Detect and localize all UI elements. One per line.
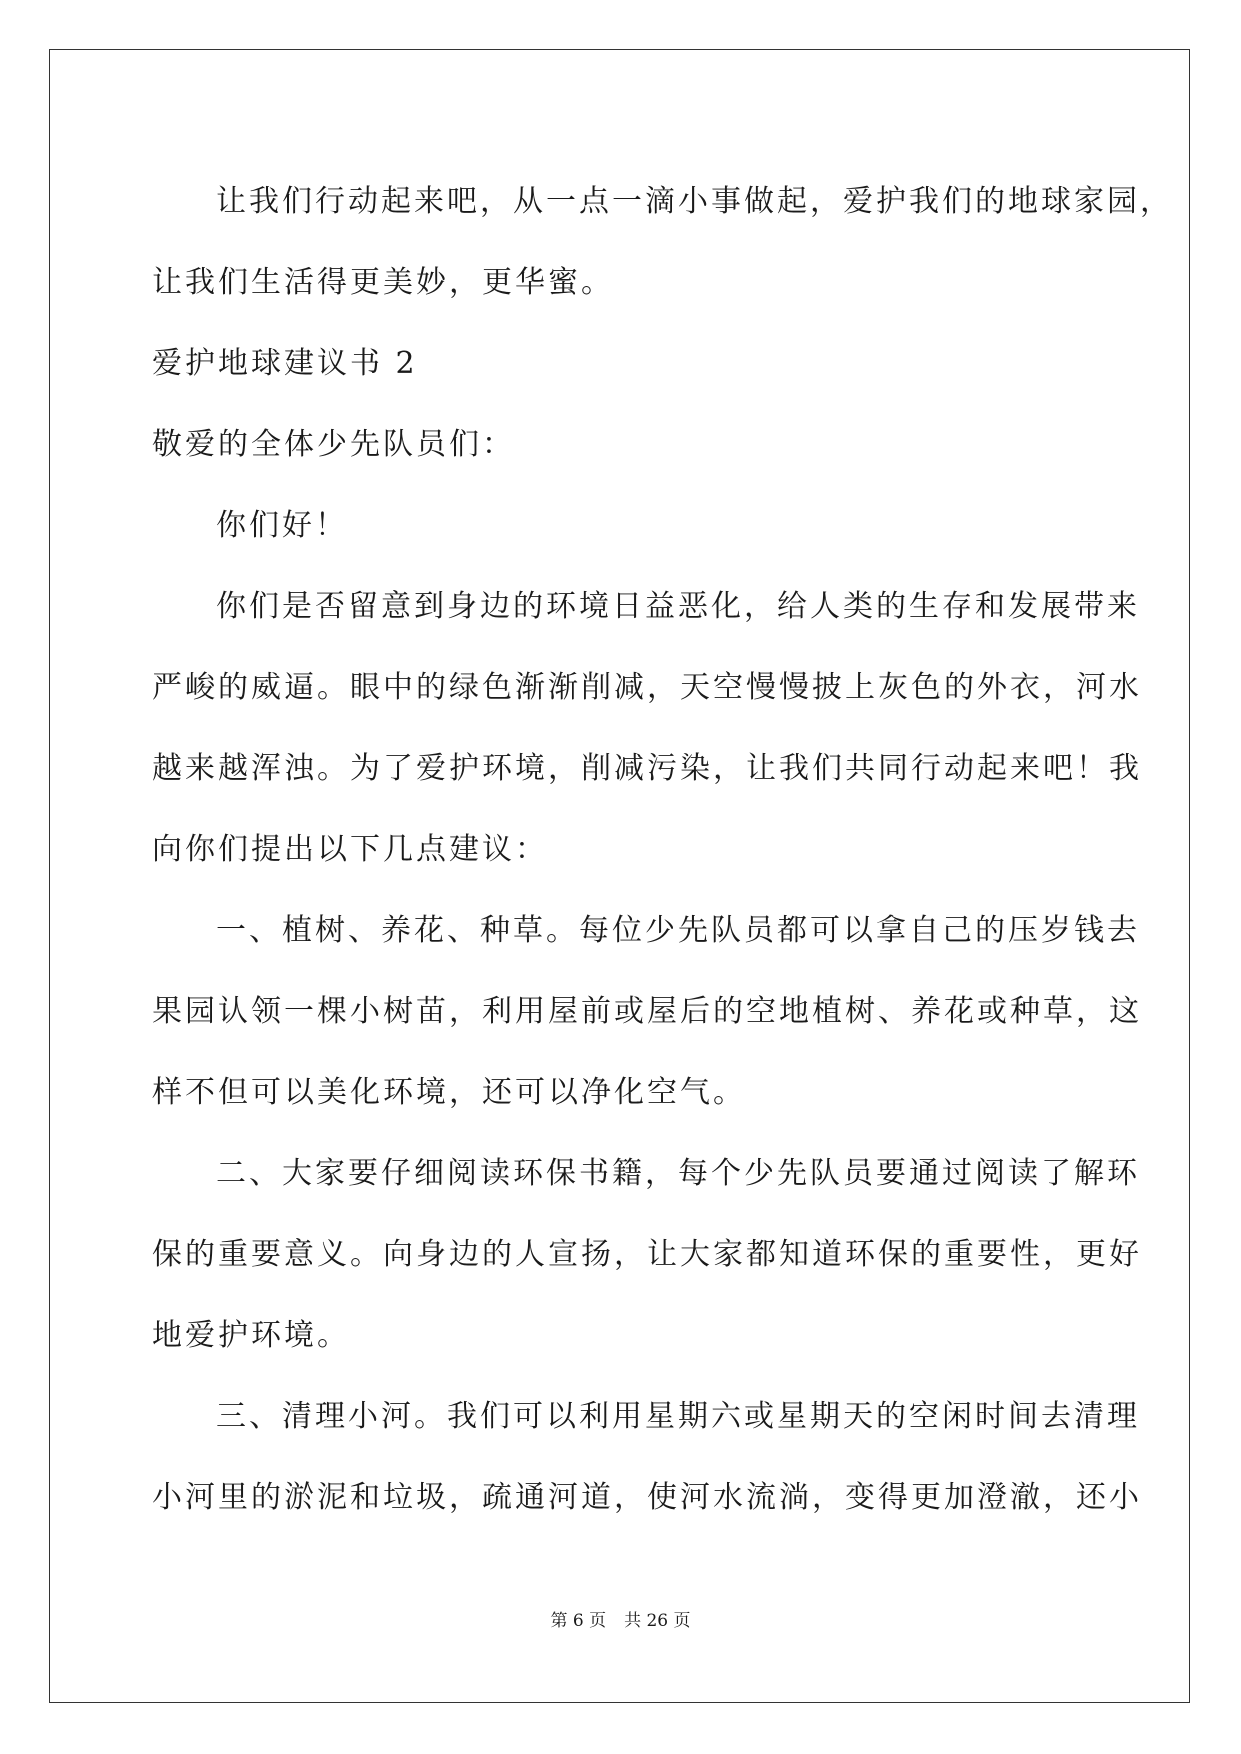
suggestion-1-line-1: 一、植树、养花、种草。每位少先队员都可以拿自己的压岁钱去 <box>216 913 1140 948</box>
text-line-1: 让我们行动起来吧，从一点一滴小事做起，爱护我们的地球家园， <box>216 184 1173 219</box>
suggestion-2-line-3: 地爱护环境。 <box>152 1318 350 1353</box>
suggestion-3-line-2: 小河里的淤泥和垃圾，疏通河道，使河水流淌，变得更加澄澈，还小 <box>152 1480 1142 1515</box>
page-total: 共 26 页 <box>624 1611 691 1631</box>
salutation: 敬爱的全体少先队员们： <box>152 427 515 462</box>
page-footer <box>0 1609 1241 1633</box>
section-heading: 爱护地球建议书 2 <box>152 346 418 381</box>
suggestion-1-line-2: 果园认领一棵小树苗，利用屋前或屋后的空地植树、养花或种草，这 <box>152 994 1142 1029</box>
page-number: 第 6 页 <box>550 1611 607 1631</box>
greeting: 你们好！ <box>216 508 348 543</box>
suggestion-1-line-3: 样不但可以美化环境，还可以净化空气。 <box>152 1075 746 1110</box>
suggestion-2-line-2: 保的重要意义。向身边的人宣扬，让大家都知道环保的重要性，更好 <box>152 1237 1142 1272</box>
suggestion-2-line-1: 二、大家要仔细阅读环保书籍，每个少先队员要通过阅读了解环 <box>216 1156 1140 1191</box>
text-line-8: 越来越浑浊。为了爱护环境，削减污染，让我们共同行动起来吧！我 <box>152 751 1142 786</box>
text-line-7: 严峻的威逼。眼中的绿色渐渐削减，天空慢慢披上灰色的外衣，河水 <box>152 670 1142 705</box>
text-line-2: 让我们生活得更美妙，更华蜜。 <box>152 265 614 300</box>
text-line-6: 你们是否留意到身边的环境日益恶化，给人类的生存和发展带来 <box>216 589 1140 624</box>
document-body <box>152 161 1173 1538</box>
text-line-9: 向你们提出以下几点建议： <box>152 832 548 867</box>
suggestion-3-line-1: 三、清理小河。我们可以利用星期六或星期天的空闲时间去清理 <box>216 1399 1140 1434</box>
